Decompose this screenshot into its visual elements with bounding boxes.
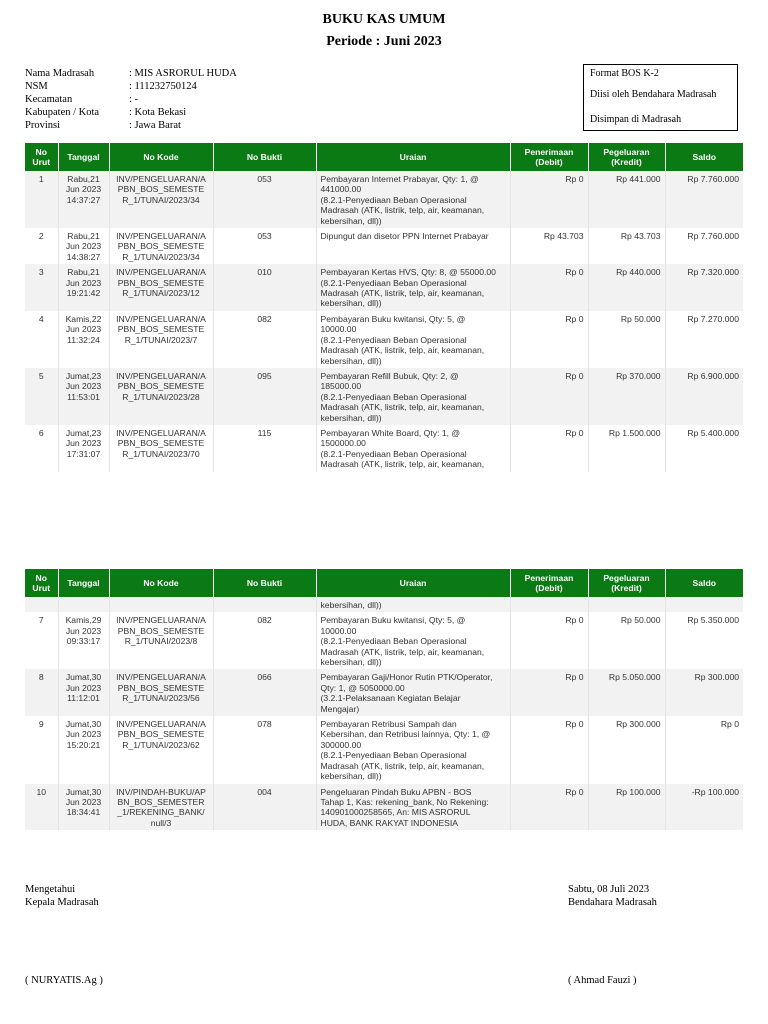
row-credit: Rp 370.000	[588, 368, 665, 425]
left-signature-block	[25, 883, 99, 909]
row-receipt: 053	[213, 171, 316, 228]
table-row	[25, 171, 743, 228]
row-receipt: 095	[213, 368, 316, 425]
row-balance: Rp 7.760.000	[665, 171, 743, 228]
row-credit: Rp 50.000	[588, 311, 665, 368]
column-header: No Bukti	[213, 569, 316, 597]
table-header-row	[25, 569, 743, 597]
row-debit: Rp 0	[510, 716, 588, 783]
row-description: Pembayaran Refill Bubuk, Qty: 2, @ 185000.00 (8.2.1-Penyediaan Beban Operasional Madrasah (ATK, listrik, telp, air, keamanan, kebersihan, dll))	[316, 368, 510, 425]
column-header: Penerimaan (Debit)	[510, 143, 588, 171]
row-balance: -Rp 100.000	[665, 784, 743, 831]
head-name: ( NURYATIS.Ag )	[25, 975, 103, 986]
column-header: Saldo	[665, 569, 743, 597]
row-debit: Rp 0	[510, 171, 588, 228]
row-credit: Rp 100.000	[588, 784, 665, 831]
row-balance: Rp 0	[665, 716, 743, 783]
row-date: Jumat,30 Jun 2023 15:20:21	[58, 716, 109, 783]
table-row	[25, 425, 743, 472]
row-receipt: 078	[213, 716, 316, 783]
row-number: 2	[25, 228, 58, 264]
row-receipt: 082	[213, 612, 316, 669]
row-balance: Rp 7.760.000	[665, 228, 743, 264]
row-date: Jumat,30 Jun 2023 11:12:01	[58, 669, 109, 716]
table-row	[25, 716, 743, 783]
table-row	[25, 264, 743, 311]
table-row	[25, 597, 743, 612]
column-header: Tanggal	[58, 569, 109, 597]
column-header: Uraian	[316, 143, 510, 171]
column-header: No Bukti	[213, 143, 316, 171]
row-balance: Rp 7.270.000	[665, 311, 743, 368]
row-code: INV/PENGELUARAN/A PBN_BOS_SEMESTE R_1/TUNAI/2023/34	[109, 171, 213, 228]
row-balance	[665, 597, 743, 612]
row-debit: Rp 0	[510, 368, 588, 425]
row-number: 3	[25, 264, 58, 311]
row-code: INV/PENGELUARAN/A PBN_BOS_SEMESTE R_1/TUNAI/2023/34	[109, 228, 213, 264]
row-receipt: 010	[213, 264, 316, 311]
head-title: Kepala Madrasah	[25, 897, 99, 908]
table-row	[25, 368, 743, 425]
row-receipt: 115	[213, 425, 316, 472]
row-number: 8	[25, 669, 58, 716]
report-title: BUKU KAS UMUM	[322, 12, 446, 27]
row-balance: Rp 300.000	[665, 669, 743, 716]
format-code: Format BOS K-2	[590, 68, 659, 79]
row-number: 6	[25, 425, 58, 472]
row-receipt: 004	[213, 784, 316, 831]
right-signature-block	[568, 883, 657, 909]
row-balance: Rp 5.400.000	[665, 425, 743, 472]
madrasah-info	[25, 67, 237, 132]
info-label: NSM	[25, 81, 48, 92]
row-credit: Rp 43.703	[588, 228, 665, 264]
row-credit: Rp 50.000	[588, 612, 665, 669]
info-label: Kecamatan	[25, 94, 73, 105]
row-number: 1	[25, 171, 58, 228]
column-header: Saldo	[665, 143, 743, 171]
row-date: Jumat,30 Jun 2023 18:34:41	[58, 784, 109, 831]
table-row	[25, 784, 743, 831]
row-date: Rabu,21 Jun 2023 19:21:42	[58, 264, 109, 311]
row-balance: Rp 5.350.000	[665, 612, 743, 669]
row-description: Pembayaran Gaji/Honor Rutin PTK/Operator, Qty: 1, @ 5050000.00 (3.2.1-Pelaksanaan Kegiatan Belajar Mengajar)	[316, 669, 510, 716]
row-number: 9	[25, 716, 58, 783]
row-description: Pembayaran Retribusi Sampah dan Kebersihan, dan Retribusi lainnya, Qty: 1, @ 300000.00 (8.2.1-Penyediaan Beban Operasional Madrasah (ATK, listrik, telp, air, keamanan, kebersihan, dll))	[316, 716, 510, 783]
column-header: No Urut	[25, 143, 58, 171]
row-description: kebersihan, dll))	[316, 597, 510, 612]
info-label: Nama Madrasah	[25, 68, 95, 79]
info-row	[25, 106, 237, 119]
info-row	[25, 67, 237, 80]
row-description: Pembayaran White Board, Qty: 1, @ 1500000.00 (8.2.1-Penyediaan Beban Operasional Madrasah (ATK, listrik, telp, air, keamanan,	[316, 425, 510, 472]
row-description: Pembayaran Buku kwitansi, Qty: 5, @ 10000.00 (8.2.1-Penyediaan Beban Operasional Madrasah (ATK, listrik, telp, air, keamanan, kebersihan, dll))	[316, 311, 510, 368]
row-number: 7	[25, 612, 58, 669]
info-row	[25, 119, 237, 132]
column-header: Tanggal	[58, 143, 109, 171]
column-header: Pegeluaran (Kredit)	[588, 143, 665, 171]
row-date: Jumat,23 Jun 2023 11:53:01	[58, 368, 109, 425]
table-row	[25, 612, 743, 669]
row-credit: Rp 441.000	[588, 171, 665, 228]
row-date: Kamis,22 Jun 2023 11:32:24	[58, 311, 109, 368]
info-label: Kabupaten / Kota	[25, 107, 100, 118]
row-debit: Rp 0	[510, 669, 588, 716]
ledger-table-page2	[25, 569, 743, 830]
row-balance: Rp 6.900.000	[665, 368, 743, 425]
info-value: : -	[129, 94, 139, 105]
row-number: 4	[25, 311, 58, 368]
row-number: 5	[25, 368, 58, 425]
report-period: Periode : Juni 2023	[326, 34, 442, 49]
row-code: INV/PENGELUARAN/A PBN_BOS_SEMESTE R_1/TUNAI/2023/12	[109, 264, 213, 311]
row-receipt	[213, 597, 316, 612]
row-date: Kamis,29 Jun 2023 09:33:17	[58, 612, 109, 669]
row-receipt: 053	[213, 228, 316, 264]
row-code: INV/PENGELUARAN/A PBN_BOS_SEMESTE R_1/TUNAI/2023/7	[109, 311, 213, 368]
row-debit: Rp 0	[510, 311, 588, 368]
row-date: Jumat,23 Jun 2023 17:31:07	[58, 425, 109, 472]
row-credit: Rp 300.000	[588, 716, 665, 783]
row-credit: Rp 5.050.000	[588, 669, 665, 716]
info-row	[25, 80, 237, 93]
row-code: INV/PENGELUARAN/A PBN_BOS_SEMESTE R_1/TUNAI/2023/62	[109, 716, 213, 783]
treasurer-title: Bendahara Madrasah	[568, 897, 657, 908]
row-code: INV/PENGELUARAN/A PBN_BOS_SEMESTE R_1/TUNAI/2023/70	[109, 425, 213, 472]
info-row	[25, 93, 237, 106]
row-code: INV/PENGELUARAN/A PBN_BOS_SEMESTE R_1/TUNAI/2023/8	[109, 612, 213, 669]
row-description: Pembayaran Kertas HVS, Qty: 8, @ 55000.00 (8.2.1-Penyediaan Beban Operasional Madrasah (ATK, listrik, telp, air, keamanan, kebersihan, dll))	[316, 264, 510, 311]
row-debit: Rp 0	[510, 425, 588, 472]
table-body	[25, 171, 743, 472]
row-code	[109, 597, 213, 612]
column-header: No Urut	[25, 569, 58, 597]
ledger-table-page1	[25, 143, 743, 472]
format-store-note: Disimpan di Madrasah	[590, 114, 682, 125]
row-date: Rabu,21 Jun 2023 14:38:27	[58, 228, 109, 264]
row-receipt: 082	[213, 311, 316, 368]
table-row	[25, 228, 743, 264]
row-number	[25, 597, 58, 612]
info-label: Provinsi	[25, 120, 61, 131]
info-value: : 111232750124	[129, 81, 197, 92]
column-header: Uraian	[316, 569, 510, 597]
format-fill-note: Diisi oleh Bendahara Madrasah	[590, 89, 717, 100]
row-number: 10	[25, 784, 58, 831]
row-debit: Rp 0	[510, 784, 588, 831]
table-row	[25, 669, 743, 716]
treasurer-name: ( Ahmad Fauzi )	[568, 975, 637, 986]
row-code: INV/PENGELUARAN/A PBN_BOS_SEMESTE R_1/TUNAI/2023/56	[109, 669, 213, 716]
row-debit	[510, 597, 588, 612]
row-credit: Rp 1.500.000	[588, 425, 665, 472]
sign-date: Sabtu, 08 Juli 2023	[568, 884, 650, 895]
row-code: INV/PINDAH-BUKU/AP BN_BOS_SEMESTER _1/REKENING_BANK/ null/3	[109, 784, 213, 831]
column-header: Penerimaan (Debit)	[510, 569, 588, 597]
table-header-row	[25, 143, 743, 171]
row-description: Pengeluaran Pindah Buku APBN - BOS Tahap 1, Kas: rekening_bank, No Rekening: 140901000258565, An: MIS ASRORUL HUDA, BANK RAKYAT INDONESIA	[316, 784, 510, 831]
row-debit: Rp 0	[510, 264, 588, 311]
row-credit	[588, 597, 665, 612]
info-value: : Jawa Barat	[129, 120, 181, 131]
row-date	[58, 597, 109, 612]
table-body	[25, 597, 743, 830]
row-receipt: 066	[213, 669, 316, 716]
column-header: No Kode	[109, 143, 213, 171]
row-date: Rabu,21 Jun 2023 14:37:27	[58, 171, 109, 228]
row-balance: Rp 7.320.000	[665, 264, 743, 311]
row-description: Pembayaran Buku kwitansi, Qty: 5, @ 10000.00 (8.2.1-Penyediaan Beban Operasional Madrasah (ATK, listrik, telp, air, keamanan, kebersihan, dll))	[316, 612, 510, 669]
column-header: No Kode	[109, 569, 213, 597]
row-code: INV/PENGELUARAN/A PBN_BOS_SEMESTE R_1/TUNAI/2023/28	[109, 368, 213, 425]
row-debit: Rp 0	[510, 612, 588, 669]
row-credit: Rp 440.000	[588, 264, 665, 311]
info-value: : MIS ASRORUL HUDA	[129, 68, 237, 79]
row-debit: Rp 43.703	[510, 228, 588, 264]
acknowledge-label: Mengetahui	[25, 884, 76, 895]
table-row	[25, 311, 743, 368]
row-description: Pembayaran Internet Prabayar, Qty: 1, @ 441000.00 (8.2.1-Penyediaan Beban Operasional Madrasah (ATK, listrik, telp, air, keamanan, kebersihan, dll))	[316, 171, 510, 228]
column-header: Pegeluaran (Kredit)	[588, 569, 665, 597]
format-box	[583, 64, 738, 131]
info-value: : Kota Bekasi	[129, 107, 187, 118]
row-description: Dipungut dan disetor PPN Internet Prabayar	[316, 228, 510, 264]
